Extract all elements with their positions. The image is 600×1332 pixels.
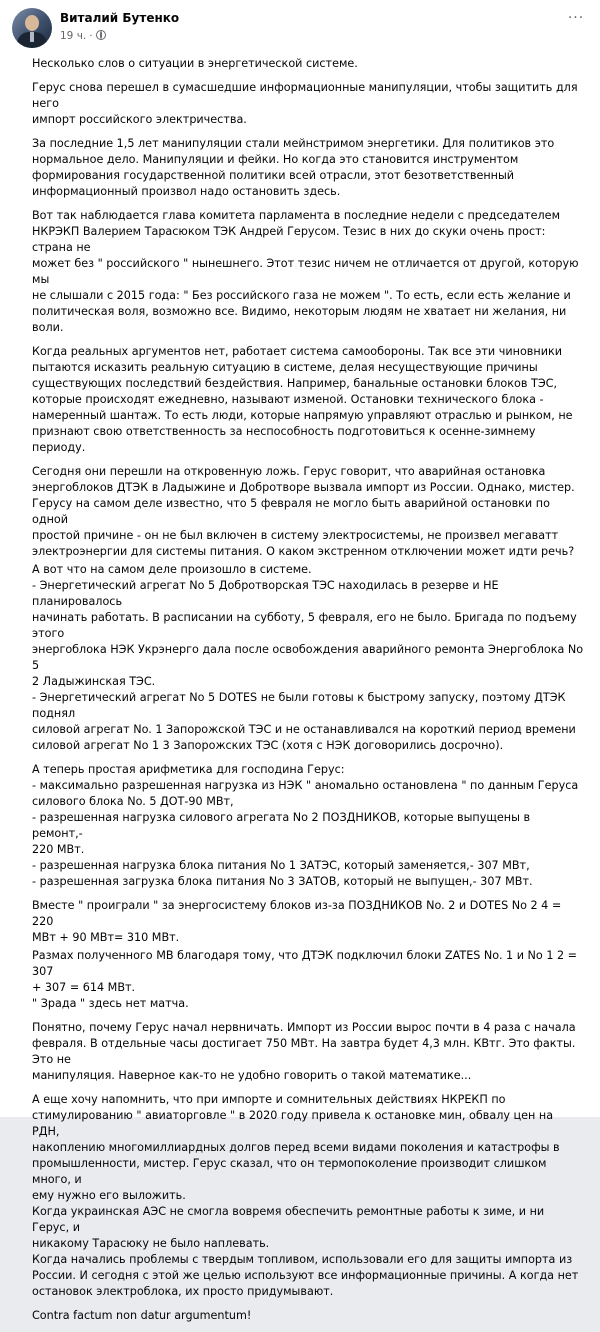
post-text: [32, 56, 584, 1332]
avatar-face: [25, 15, 39, 31]
globe-icon: [96, 30, 106, 40]
post-header: [12, 8, 588, 48]
author-name[interactable]: Виталий Бутенко: [60, 11, 180, 25]
post-paragraph: А еще хочу напомнить, что при импорте и сомнительных действиях НКРЕКП по стимулированию " авиаторговле " в 2020 году привела к остановке мин, обвалу цен на РДН, накоплению многомиллиардных долгов перед всеми видами поколения и катастрофы в промышленности, мистер. Герус сказал, что он термопоколение производит слишком много, и ему нужно его выложить. Когда украинская АЭС не смогла вовремя обеспечить ремонтные работы к зиме, и ни Герус, и никакому Тарасюку не было наплевать. Когда начались проблемы с твердым топливом, использовали его для защиты импорта из России. И сегодня с этой же целью используют все информационные причины. А когда нет остановок электроблока, их просто придумывают.: [32, 1093, 579, 1298]
post-meta: [60, 30, 106, 42]
avatar[interactable]: [12, 8, 52, 48]
more-options-button[interactable]: ···: [567, 10, 585, 26]
post-paragraph: Когда реальных аргументов нет, работает система самообороны. Так все эти чиновники пытаются исказить реальную ситуацию в системе, делая несуществующие причины существующих последствий бездействия. Например, банальные остановки блоков ТЭС, которые происходят ежедневно, называют изменой. Остановки технического блока - намеренный шантаж. То есть люди, которые напрямую управляют отраслью и рынком, не признают свою ответственность за неспособность подготовиться к осенне-зимнему периоду.: [32, 345, 573, 454]
post-paragraph: Вот так наблюдается глава комитета парламента в последние недели с председателем НКРЭКП Валерием Тарасюком ТЭК Андрей Герусом. Тезис в них до скуки очень прост: страна не может без " российского " нынешнего. Этот тезис ничем не отличается от другой, которую мы не слышали с 2015 года: " Без российского газа не можем ". То есть, если есть желание и политическая воля, возможно все. Видимо, некоторым людям не хватает ни желания, ни воли.: [32, 209, 579, 334]
meta-separator: ·: [89, 30, 93, 42]
post-paragraph: А вот что на самом деле произошло в системе. - Энергетический агрегат No 5 Добротворская ТЭС находилась в резерве и НЕ планировалось начинать работать. В расписании на субботу, 5 февраля, его не было. Бригада по подъему этого энергоблока НЭК Укрэнерго дала после освобождения аварийного ремонта Энергоблока No 5 2 Ладыжинская ТЭС. - Энергетический агрегат No 5 DOTES не были готовы к быстрому запуску, поэтому ДТЭК поднял силовой агрегат No. 1 Запорожской ТЭС и не останавливался на короткий период времени силовой агрегат No 1 3 Запорожских ТЭС (хотя с НЭК договорились досрочно).: [32, 563, 584, 752]
post-paragraph: Сегодня они перешли на откровенную ложь. Герус говорит, что аварийная остановка энергоблоков ДТЭК в Ладыжине и Добротворе вызвала импорт из России. Однако, мистер. Герусу на самом деле известно, что 5 февраля не могло быть аварийной остановки по одной простой причине - он не был включен в систему электросистемы, не произвел мегаватт электроэнергии для системы питания. О каком экстренном отключении может идти речь?: [32, 465, 575, 558]
post-paragraph: За последние 1,5 лет манипуляции стали мейнстримом энергетики. Для политиков это нормальное дело. Манипуляции и фейки. Но когда это становится инструментом формирования государственной политики всей отрасли, этот безответственный информационный произвол надо остановить здесь.: [32, 137, 555, 198]
post-time[interactable]: 19 ч.: [60, 30, 87, 42]
avatar-tie: [30, 32, 34, 42]
post-paragraph: Размах полученного МВ благодаря тому, что ДТЭК подключил блоки ZATES No. 1 и No 1 2 = 307 + 307 = 614 МВт. " Зрада " здесь нет матча.: [32, 949, 578, 1010]
post-paragraph: Понятно, почему Герус начал нервничать. Импорт из России вырос почти в 4 раза с начала февраля. В отдельные часы достигает 750 МВт. На завтра будет 4,3 млн. КВтг. Это факты. Это не манипуляция. Наверное как-то не удобно говорить о такой математике...: [32, 1021, 576, 1082]
post-paragraph: А теперь простая арифметика для господина Герус: - максимально разрешенная нагрузка из НЭК " аномально остановлена " по данным Геруса силового блока No. 5 ДОТ-90 МВт, - разрешенная нагрузка силового агрегата No 2 ПОЗДНИКОВ, которые выпущены в ремонт,- 220 МВт. - разрешенная нагрузка блока питания No 1 ЗАТЭС, который заменяется,- 307 МВт, - разрешенная загрузка блока питания No 3 ЗАТОВ, который не выпущен,- 307 МВт.: [32, 763, 579, 888]
post-paragraph: Герус снова перешел в сумасшедшие информационные манипуляции, чтобы защитить для него импорт российского электричества.: [32, 81, 578, 126]
post-paragraph: Contra factum non datur argumentum!: [32, 1309, 252, 1322]
post-paragraph: Вместе " проиграли " за энергосистему блоков из-за ПОЗДНИКОВ No. 2 и DOTES No 2 4 = 220 МВт + 90 МВт= 310 МВт.: [32, 899, 562, 944]
post-paragraph: Несколько слов о ситуации в энергетической системе.: [32, 57, 358, 70]
